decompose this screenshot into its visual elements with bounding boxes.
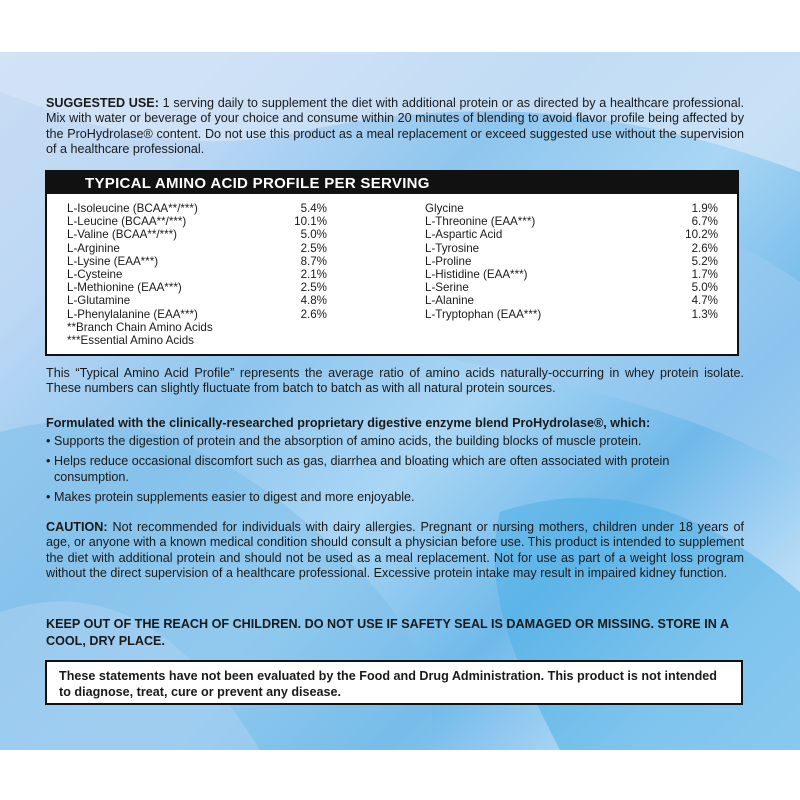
amino-name: L-Cysteine	[67, 267, 123, 281]
enzyme-bullet-list	[46, 434, 746, 511]
list-item: • Makes protein supplements easier to digest and more enjoyable.	[46, 490, 415, 505]
amino-percent: 10.1%	[294, 215, 327, 229]
amino-percent: 2.5%	[300, 281, 327, 295]
amino-percent: 2.6%	[300, 307, 327, 321]
amino-name: L-Leucine (BCAA**/***)	[67, 215, 187, 229]
caution-text: Not recommended for individuals with dairy allergies. Pregnant or nursing mothers, children under 18 years of age, or anyone with a known medical condition should consult a physician before use. This product is intended to supplement the diet with additional protein and should not be used as a meal replacement. Not for use as part of a weight loss program without the direct supervision of a healthcare professional. Excessive protein intake may result in impaired kidney function.	[46, 520, 745, 581]
profile-note: This “Typical Amino Acid Profile” represents the average ratio of amino acids naturally-occurring in whey protein isolate. These numbers can slightly fluctuate from batch to batch as with all natural protein sources.	[46, 366, 744, 396]
amino-percent: 5.0%	[300, 228, 327, 242]
amino-percent: 10.2%	[685, 228, 718, 242]
amino-row	[67, 268, 327, 281]
amino-acid-table	[45, 170, 739, 356]
amino-row	[425, 294, 718, 307]
amino-row	[67, 215, 327, 228]
amino-row	[67, 242, 327, 255]
amino-name: L-Alanine	[425, 294, 474, 308]
amino-percent: 1.3%	[691, 307, 718, 321]
amino-name: Glycine	[425, 202, 464, 215]
amino-name: L-Tyrosine	[425, 241, 480, 255]
amino-percent: 5.4%	[300, 202, 327, 215]
amino-left-column	[67, 202, 327, 321]
amino-percent: 5.0%	[691, 281, 718, 295]
amino-row	[67, 255, 327, 268]
amino-name: L-Proline	[425, 254, 472, 268]
amino-name: L-Threonine (EAA***)	[425, 215, 536, 229]
caution-paragraph	[46, 520, 744, 582]
amino-row	[425, 255, 718, 268]
amino-percent: 4.7%	[691, 294, 718, 308]
amino-row	[67, 228, 327, 241]
amino-name: L-Histidine (EAA***)	[425, 267, 528, 281]
amino-percent: 2.1%	[300, 267, 327, 281]
caution-label: CAUTION:	[46, 520, 108, 534]
amino-row	[67, 281, 327, 294]
amino-percent: 8.7%	[300, 254, 327, 268]
suggested-use-paragraph	[46, 96, 744, 158]
amino-percent: 2.6%	[691, 241, 718, 255]
amino-name: L-Arginine	[67, 241, 120, 255]
keep-out-of-reach-warning: KEEP OUT OF THE REACH OF CHILDREN. DO NOT USE IF SAFETY SEAL IS DAMAGED OR MISSING. STORE IN A COOL, DRY PLACE.	[46, 617, 729, 648]
enzyme-heading: Formulated with the clinically-researched proprietary digestive enzyme blend ProHydrolase®, which:	[46, 416, 651, 430]
footnote-eaa: ***Essential Amino Acids	[67, 334, 194, 348]
amino-name: L-Methionine (EAA***)	[67, 281, 182, 295]
fda-statement: These statements have not been evaluated by the Food and Drug Administration. This product is not intended to diagnose, treat, cure or prevent any disease.	[59, 669, 717, 699]
amino-percent: 1.9%	[691, 202, 718, 215]
amino-name: L-Lysine (EAA***)	[67, 254, 159, 268]
amino-percent: 1.7%	[691, 267, 718, 281]
amino-table-title: TYPICAL AMINO ACID PROFILE PER SERVING	[47, 172, 737, 194]
amino-name: L-Valine (BCAA**/***)	[67, 228, 177, 242]
amino-percent: 5.2%	[691, 254, 718, 268]
amino-row	[425, 215, 718, 228]
amino-percent: 6.7%	[691, 215, 718, 229]
amino-row	[425, 308, 718, 321]
amino-row	[425, 281, 718, 294]
amino-row	[425, 228, 718, 241]
amino-row	[425, 268, 718, 281]
fda-disclaimer-box	[45, 660, 743, 705]
amino-row	[425, 202, 718, 215]
amino-right-column	[425, 202, 718, 321]
amino-percent: 2.5%	[300, 241, 327, 255]
suggested-use-text: 1 serving daily to supplement the diet with additional protein or as directed by a healthcare professional. Mix with water or beverage of your choice and consume within 20 minutes of blending to avoid flavor profile being affected by the ProHydrolase® content. Do not use this product as a meal replacement or exceed suggested use without the supervision of a healthcare professional.	[46, 96, 745, 157]
amino-name: L-Aspartic Acid	[425, 228, 503, 242]
amino-name: L-Phenylalanine (EAA***)	[67, 307, 198, 321]
list-item: • Supports the digestion of protein and the absorption of amino acids, the building blocks of muscle protein.	[46, 434, 642, 448]
amino-name: L-Tryptophan (EAA***)	[425, 307, 542, 321]
list-item: • Helps reduce occasional discomfort such as gas, diarrhea and bloating which are often associated with protein consumption.	[46, 454, 670, 484]
footnote-bcaa: **Branch Chain Amino Acids	[67, 321, 213, 334]
amino-row	[67, 202, 327, 215]
amino-name: L-Serine	[425, 281, 469, 295]
amino-row	[67, 308, 327, 321]
amino-name: L-Isoleucine (BCAA**/***)	[67, 202, 198, 215]
amino-row	[425, 242, 718, 255]
suggested-use-label: SUGGESTED USE:	[46, 96, 159, 110]
amino-name: L-Glutamine	[67, 294, 131, 308]
amino-percent: 4.8%	[300, 294, 327, 308]
amino-row	[67, 294, 327, 307]
